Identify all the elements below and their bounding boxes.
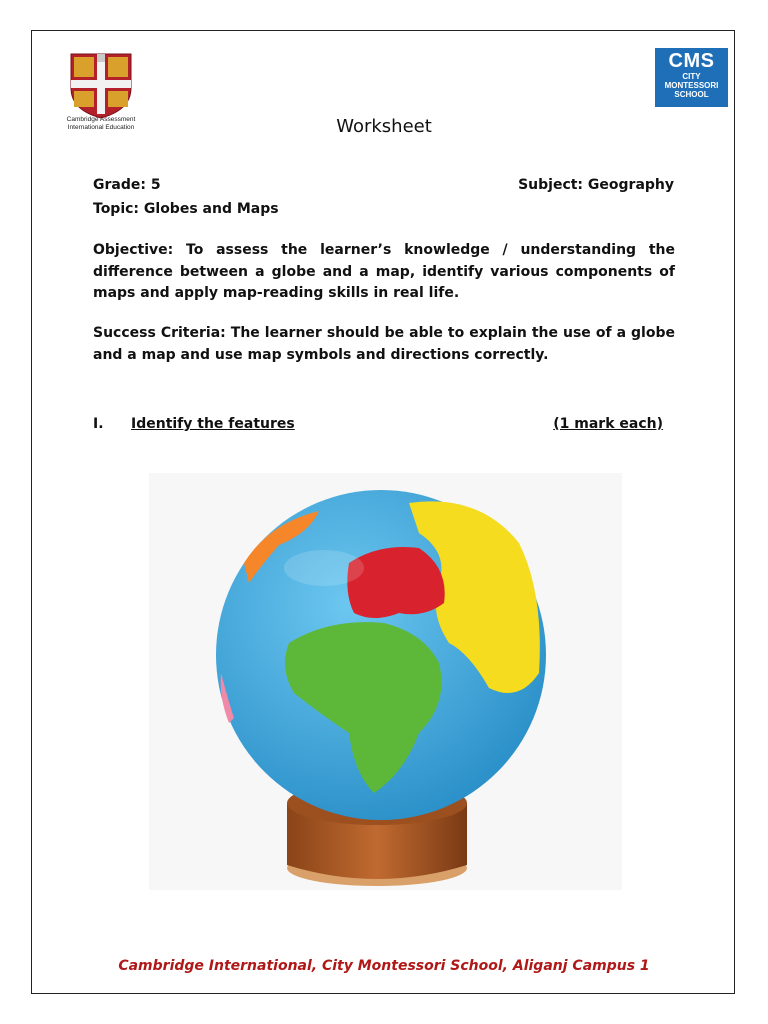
cms-logo-main: CMS bbox=[668, 50, 715, 72]
section-title: Identify the features bbox=[131, 416, 295, 432]
section-marks: (1 mark each) bbox=[553, 416, 663, 432]
cms-logo-line2: MONTESSORI bbox=[664, 81, 719, 90]
section-number: I. bbox=[93, 416, 104, 432]
cambridge-caption-line2: International Education bbox=[67, 124, 135, 131]
cms-logo bbox=[655, 48, 728, 107]
grade-label: Grade: 5 bbox=[93, 177, 161, 193]
cambridge-caption-line1: Cambridge Assessment bbox=[66, 116, 136, 123]
cms-logo-line1: CITY bbox=[682, 72, 701, 81]
globe-illustration bbox=[149, 473, 622, 890]
success-criteria-text: Success Criteria: The learner should be able to explain the use of a globe and a map and use map symbols and directions correctly. bbox=[93, 325, 675, 363]
page-title: Worksheet bbox=[336, 116, 432, 137]
topic-label: Topic: Globes and Maps bbox=[93, 201, 279, 217]
subject-label: Subject: Geography bbox=[518, 177, 674, 193]
globe-image bbox=[149, 473, 622, 890]
cms-logo-line3: SCHOOL bbox=[674, 90, 709, 99]
footer-text: Cambridge International, City Montessori School, Aliganj Campus 1 bbox=[118, 958, 650, 974]
objective-text: Objective: To assess the learner’s knowledge / understanding the difference between a globe and a map, identify various components of maps and apply map-reading skills in real life. bbox=[93, 242, 675, 301]
